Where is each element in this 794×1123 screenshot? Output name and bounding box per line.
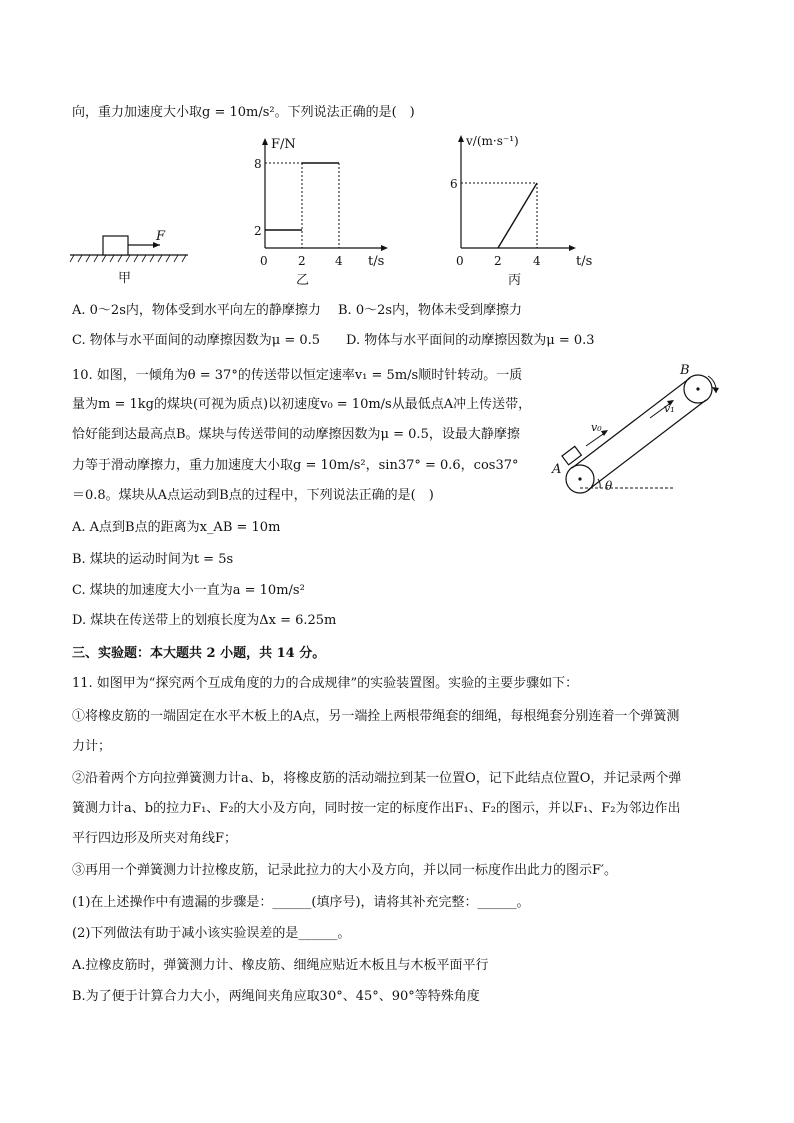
label-b: B: [680, 363, 690, 378]
line-q10-5: ＝0.8。煤块从A点运动到B点的过程中，下列说法正确的是( ): [72, 488, 434, 503]
caption-yi: 乙: [296, 273, 310, 288]
line-q11-stem: 11. 如图甲为“探究两个互成角度的力的合成规律”的实验装置图。实验的主要步骤如下：: [72, 676, 579, 691]
line-q11-step1b: 力计；: [72, 739, 112, 754]
y-tick-8: 8: [254, 157, 262, 171]
x-tick-2: 2: [298, 254, 306, 268]
line-q11-step3: ③再用一个弹簧测力计拉橡皮筋，记录此拉力的大小及方向，并以同一标度作出此力的图示F′。: [72, 863, 617, 878]
figure-bing: [448, 130, 608, 286]
line-q10-option-b: B. 煤块的运动时间为t = 5s: [72, 552, 234, 567]
figure-jia: [70, 222, 200, 286]
y-axis-label: F/N: [271, 137, 296, 152]
y-axis-label: v/(m·s⁻¹): [466, 134, 519, 148]
line-q10-option-d: D. 煤块在传送带上的划痕长度为Δx = 6.25m: [72, 613, 337, 628]
line-q11-option-b: B.为了便于计算合力大小，两绳间夹角应取30°、45°、90°等特殊角度: [72, 989, 480, 1004]
velocity-line: [498, 183, 537, 248]
line-q10-option-c: C. 煤块的加速度大小一直为a = 10m/s²: [72, 583, 305, 598]
caption-jia: 甲: [118, 271, 132, 286]
label-a: A: [552, 462, 562, 477]
label-v0: v₀: [591, 421, 602, 434]
label-theta: θ: [605, 479, 613, 493]
line-q9-options-cd: C. 物体与水平面间的动摩擦因数为μ = 0.5 D. 物体与水平面间的动摩擦因数为μ = 0.3: [72, 333, 595, 348]
y-tick-2: 2: [254, 224, 262, 238]
line-q11-step2b: 簧测力计a、b的拉力F₁、F₂的大小及方向，同时按一定的标度作出F₁、F₂的图示，并以F₁、F₂为邻边作出: [72, 801, 681, 816]
line-q11-part2: (2)下列做法有助于减小该实验误差的是______。: [72, 926, 351, 941]
caption-bing: 丙: [508, 273, 522, 288]
line-q10-1: 10. 如图，一倾角为θ = 37°的传送带以恒定速率v₁ = 5m/s顺时针转动。一质: [72, 368, 523, 383]
y-tick-6: 6: [450, 177, 458, 191]
figure-yi: [250, 136, 400, 286]
line-q11-step2a: ②沿着两个方向拉弹簧测力计a、b，将橡皮筋的活动端拉到某一位置O，记下此结点位置O，并记录两个弹: [72, 771, 682, 786]
origin-label: 0: [260, 254, 268, 268]
origin-label: 0: [456, 254, 464, 268]
coal-block: [562, 446, 581, 464]
force-label: F: [156, 229, 166, 244]
figure-conveyor-belt: [550, 360, 740, 500]
line-q10-4: 力等于滑动摩擦力，重力加速度大小取g = 10m/s²，sin37° = 0.6，cos37°: [72, 458, 519, 473]
line-q11-step1a: ①将橡皮筋的一端固定在水平木板上的A点，另一端拴上两根带绳套的细绳，每根绳套分别连着一个弹簧测: [72, 709, 680, 724]
line-q11-part1: (1)在上述操作中有遗漏的步骤是：______(填序号)，请将其补充完整：______。: [72, 895, 530, 910]
section-heading: 三、实验题：本大题共 2 小题，共 14 分。: [72, 646, 326, 661]
x-tick-4: 4: [335, 254, 343, 268]
line-question9-stem: 向，重力加速度大小取g = 10m/s²。下列说法正确的是( ): [72, 105, 415, 120]
line-q10-3: 恰好能到达最高点B。煤块与传送带间的动摩擦因数为μ = 0.5，设最大静摩擦: [72, 427, 520, 442]
x-axis-label: t/s: [368, 254, 385, 269]
x-axis-label: t/s: [576, 254, 593, 269]
line-q11-step2c: 平行四边形及所夹对角线F；: [72, 831, 238, 846]
line-q10-option-a: A. A点到B点的距离为x_AB = 10m: [72, 520, 281, 535]
x-tick-4: 4: [533, 254, 541, 268]
label-v1: v₁: [664, 402, 675, 415]
line-q11-option-a: A.拉橡皮筋时，弹簧测力计、橡皮筋、细绳应贴近木板且与木板平面平行: [72, 958, 489, 973]
line-q10-2: 量为m = 1kg的煤块(可视为质点)以初速度v₀ = 10m/s从最低点A冲上传送带，: [72, 397, 532, 412]
line-q9-options-ab: A. 0～2s内，物体受到水平向左的静摩擦力 B. 0～2s内，物体未受到摩擦力: [72, 303, 523, 318]
x-tick-2: 2: [494, 254, 502, 268]
block: [103, 236, 128, 255]
